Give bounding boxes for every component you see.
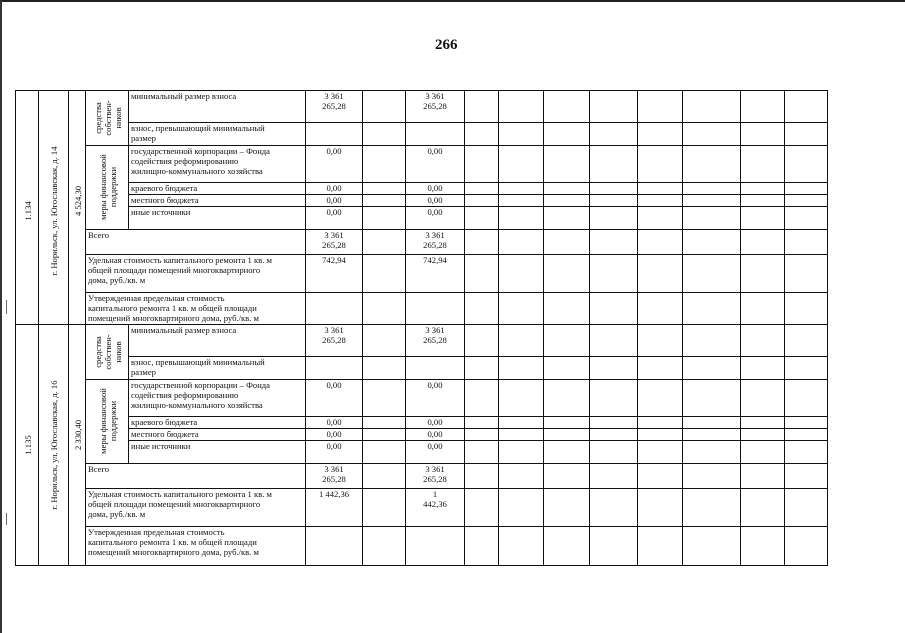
value-cell: 3 361 265,28 bbox=[322, 464, 346, 484]
row-label: краевого бюджета bbox=[131, 417, 198, 427]
row-label: взнос, превышающий минимальный размер bbox=[131, 357, 265, 377]
column-rule bbox=[827, 90, 828, 331]
block-id: 1.135 bbox=[22, 434, 33, 455]
column-rule bbox=[15, 324, 16, 565]
value-cell: 0,00 bbox=[427, 380, 443, 390]
column-rule bbox=[85, 324, 86, 565]
column-rule bbox=[85, 90, 86, 331]
column-rule bbox=[827, 324, 828, 565]
row-label: Удельная стоимость капитального ремонта 1 кв. м общей площади помещений многоквартирного дома, руб./кв. м bbox=[88, 489, 272, 519]
value-cell: 742,94 bbox=[322, 255, 346, 265]
column-rule bbox=[589, 324, 590, 565]
column-rule bbox=[68, 324, 69, 565]
value-cell: 742,94 bbox=[423, 255, 447, 265]
value-cell: 0,00 bbox=[427, 146, 443, 156]
value-cell: 3 361 265,28 bbox=[423, 325, 447, 345]
row-label: местного бюджета bbox=[131, 429, 199, 439]
owners-group-label: средства собствен- ников bbox=[92, 333, 123, 370]
support-group-label: меры финансовой поддержки bbox=[97, 388, 118, 454]
value-cell: 0,00 bbox=[326, 380, 342, 390]
row-label: местного бюджета bbox=[131, 195, 199, 205]
value-cell bbox=[308, 123, 360, 144]
column-rule bbox=[362, 324, 363, 565]
value-cell: 3 361 265,28 bbox=[322, 230, 346, 250]
value-cell bbox=[308, 357, 360, 378]
area-value: 4 524,30 bbox=[72, 185, 83, 216]
owners-group-label: средства собствен- ников bbox=[92, 99, 123, 136]
value-cell: 0,00 bbox=[427, 417, 443, 427]
value-cell: 3 361 265,28 bbox=[423, 464, 447, 484]
page-number: 266 bbox=[435, 37, 458, 53]
value-cell: 0,00 bbox=[427, 183, 443, 193]
value-cell: 3 361 265,28 bbox=[423, 91, 447, 111]
value-cell: 0,00 bbox=[326, 183, 342, 193]
column-rule bbox=[305, 324, 306, 565]
column-rule bbox=[543, 90, 544, 331]
column-rule bbox=[682, 324, 683, 565]
column-rule bbox=[589, 90, 590, 331]
row-label: краевого бюджета bbox=[131, 183, 198, 193]
address-label: г. Норильск, ул. Югославская, д. 14 bbox=[49, 145, 59, 276]
row-label: иные источники bbox=[131, 207, 191, 217]
column-rule bbox=[464, 90, 465, 331]
row-label: минимальный размер взноса bbox=[131, 91, 237, 101]
value-cell: 3 361 265,28 bbox=[423, 230, 447, 250]
row-label: государственной корпорации – Фонда содействия реформированию жилищно-коммунального хозяйства bbox=[131, 146, 270, 176]
row-label: иные источники bbox=[131, 441, 191, 451]
value-cell: 1 442,36 bbox=[318, 489, 350, 499]
column-rule bbox=[38, 90, 39, 331]
column-rule bbox=[405, 90, 406, 331]
block-bottom-rule bbox=[15, 565, 828, 566]
value-cell bbox=[408, 357, 462, 378]
column-rule bbox=[15, 90, 16, 331]
address-label: г. Норильск, ул. Югославская, д. 16 bbox=[49, 379, 59, 510]
value-cell: 0,00 bbox=[326, 195, 342, 205]
column-rule bbox=[464, 324, 465, 565]
row-label: Утвержденная предельная стоимость капитального ремонта 1 кв. м общей площади помещений многоквартирного дома, руб./кв. м bbox=[88, 527, 259, 557]
row-label: взнос, превышающий минимальный размер bbox=[131, 123, 265, 143]
value-cell: 1 442,36 bbox=[423, 489, 447, 509]
row-label: Всего bbox=[88, 464, 110, 474]
block-id: 1.134 bbox=[22, 200, 33, 221]
value-cell bbox=[408, 123, 462, 144]
column-rule bbox=[38, 324, 39, 565]
value-cell: 0,00 bbox=[326, 441, 342, 451]
value-cell: 0,00 bbox=[326, 207, 342, 217]
column-rule bbox=[637, 324, 638, 565]
row-label: Всего bbox=[88, 230, 110, 240]
row-label: Удельная стоимость капитального ремонта 1 кв. м общей площади помещений многоквартирного дома, руб./кв. м bbox=[88, 255, 272, 285]
value-cell: 3 361 265,28 bbox=[322, 325, 346, 345]
value-cell bbox=[308, 527, 360, 564]
column-rule bbox=[682, 90, 683, 331]
value-cell: 3 361 265,28 bbox=[322, 91, 346, 111]
column-rule bbox=[128, 90, 129, 229]
column-rule bbox=[305, 90, 306, 331]
column-rule bbox=[498, 324, 499, 565]
column-rule bbox=[543, 324, 544, 565]
value-cell: 0,00 bbox=[427, 441, 443, 451]
column-rule bbox=[637, 90, 638, 331]
column-rule bbox=[740, 90, 741, 331]
area-value: 2 330,40 bbox=[72, 419, 83, 450]
column-rule bbox=[128, 324, 129, 463]
column-rule bbox=[405, 324, 406, 565]
value-cell: 0,00 bbox=[326, 429, 342, 439]
row-label: Утвержденная предельная стоимость капитального ремонта 1 кв. м общей площади помещений многоквартирного дома, руб./кв. м bbox=[88, 293, 259, 323]
value-cell: 0,00 bbox=[427, 207, 443, 217]
column-rule bbox=[784, 324, 785, 565]
column-rule bbox=[362, 90, 363, 331]
row-label: государственной корпорации – Фонда содействия реформированию жилищно-коммунального хозяйства bbox=[131, 380, 270, 410]
column-rule bbox=[498, 90, 499, 331]
support-group-label: меры финансовой поддержки bbox=[97, 154, 118, 220]
column-rule bbox=[740, 324, 741, 565]
value-cell: 0,00 bbox=[326, 417, 342, 427]
value-cell bbox=[408, 527, 462, 564]
value-cell: 0,00 bbox=[326, 146, 342, 156]
value-cell: 0,00 bbox=[427, 429, 443, 439]
value-cell: 0,00 bbox=[427, 195, 443, 205]
column-rule bbox=[784, 90, 785, 331]
row-label: минимальный размер взноса bbox=[131, 325, 237, 335]
column-rule bbox=[68, 90, 69, 331]
